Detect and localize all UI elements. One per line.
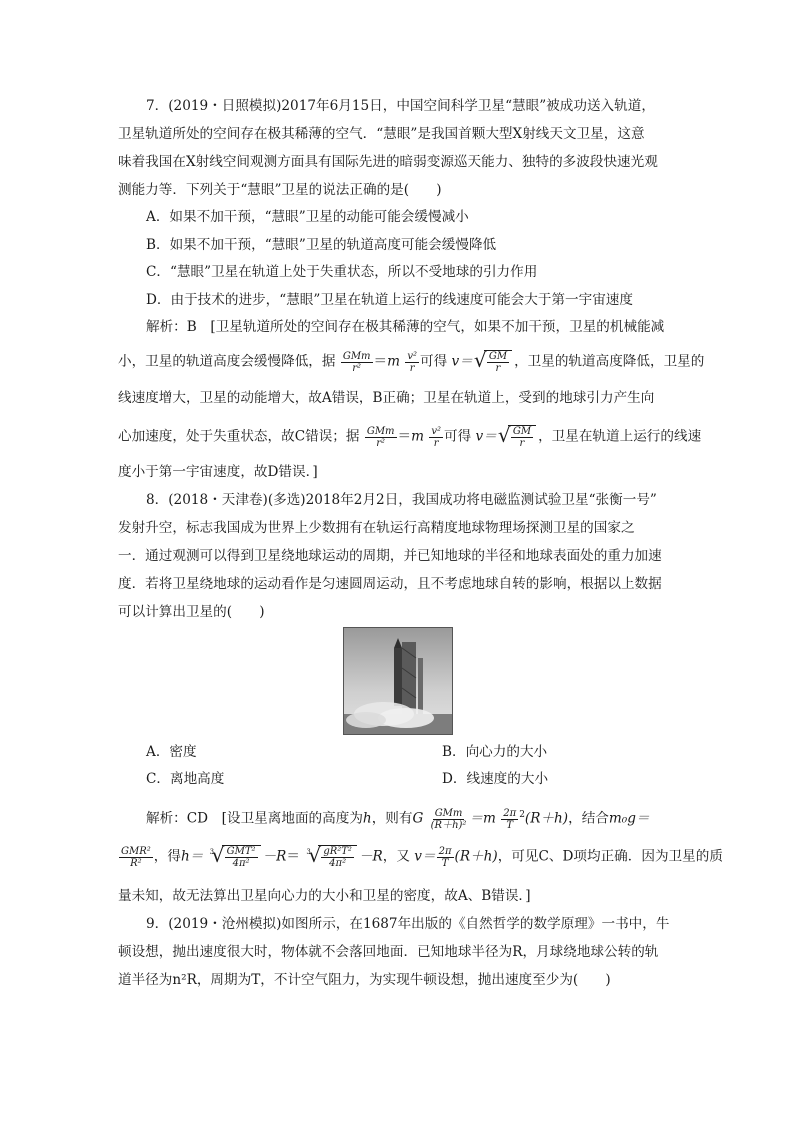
formula-height-cbrt-2: √ 3 $\frac{\text{gR²T²}}{\text{4π²}}$ — [306, 845, 357, 869]
q8-line-5: 可以计算出卫星的( ) — [118, 604, 265, 620]
rocket-launch-photo — [343, 627, 453, 735]
formula-velocity-sqrt: √ $\frac{GM}{r}$ — [475, 350, 512, 374]
q8-line-1: 8．(2018・天津卷)(多选)2018年2月2日，我国成功将电磁监测试验卫星“张衡一号” — [146, 492, 657, 508]
formula-centripetal-fraction: $\frac{\text{v²}}{r}$ — [407, 350, 418, 374]
q7-solution-line-4: 心加速度，处于失重状态，故C错误；据 $\frac{\text{GMm}}{\text{r²}}$ ＝m $\frac{\text{v²}}{r}$ 可得 v＝ √ $\frac{GM}{r}$ ，卫星在轨道上运行的线速 — [118, 425, 701, 449]
formula-gravity-height-fraction: $\frac{\text{GMm}}{\text{(R＋h)²}}$ — [430, 807, 467, 831]
q7-option-d: D．由于技术的进步，“慧眼”卫星在轨道上运行的线速度可能会大于第一宇宙速度 — [146, 292, 633, 308]
q8-option-c: C．离地高度 — [146, 771, 225, 787]
q8-line-3: 一．通过观测可以得到卫星绕地球运动的周期，并已知地球的半径和地球表面处的重力加速 — [118, 548, 662, 564]
formula-height-cbrt: √ 3 $\frac{\text{GMT²}}{\text{4π²}}$ — [210, 845, 261, 869]
formula-velocity-sqrt-2: √ $\frac{GM}{r}$ — [499, 425, 536, 449]
q7-line-3: 味着我国在X射线空间观测方面具有国际先进的暗弱变源巡天能力、独特的多波段快速光观 — [118, 154, 658, 170]
formula-gravity-fraction: $\frac{\text{GMm}}{\text{r²}}$ — [342, 350, 371, 374]
q9-line-3: 道半径为n²R，周期为T，不计空气阻力，为实现牛顿设想，抛出速度至少为( ) — [118, 972, 611, 988]
rocket-launch-image — [344, 628, 452, 734]
q7-option-a: A．如果不加干预，“慧眼”卫星的动能可能会缓慢减小 — [146, 209, 469, 225]
q7-line-2: 卫星轨道所处的空间存在极其稀薄的空气．“慧眼”是我国首颗大型X射线天文卫星，这意 — [118, 126, 645, 142]
q9-line-1: 9．(2019・沧州模拟)如图所示，在1687年出版的《自然哲学的数学原理》一书中，牛 — [146, 916, 670, 932]
q7-option-c: C．“慧眼”卫星在轨道上处于失重状态，所以不受地球的引力作用 — [146, 264, 538, 280]
formula-gm-fraction: $\frac{\text{GMR²}}{\text{R²}}$ — [121, 845, 151, 869]
q8-option-d: D．线速度的大小 — [442, 771, 549, 787]
q7-line-4: 测能力等．下列关于“慧眼”卫星的说法正确的是( ) — [118, 182, 442, 198]
formula-gravity-fraction-2: $\frac{\text{GMm}}{\text{r²}}$ — [366, 425, 395, 449]
q8-solution-line-3: 量未知，故无法算出卫星向心力的大小和卫星的密度，故A、B错误．] — [118, 888, 531, 904]
q8-line-2: 发射升空，标志我国成为世界上少数拥有在轨运行高精度地球物理场探测卫星的国家之 — [118, 520, 635, 536]
q7-line-1: 7．(2019・日照模拟)2017年6月15日，中国空间科学卫星“慧眼”被成功送入轨道， — [146, 98, 655, 114]
formula-centripetal-fraction-2: $\frac{\text{v²}}{r}$ — [431, 425, 442, 449]
formula-linear-velocity-fraction: $\frac{2\pi}{T}$ — [438, 845, 452, 869]
q9-line-2: 顿设想，抛出速度很大时，物体就不会落回地面．已知地球半径为R，月球绕地球公转的轨 — [118, 944, 659, 960]
q7-solution-line-2: 小，卫星的轨道高度会缓慢降低，据 $\frac{\text{GMm}}{\text{r²}}$ ＝m $\frac{\text{v²}}{r}$ 可得 v＝ √ $\frac{GM}{r}$ ，卫星的轨道高度降低，卫星的 — [118, 350, 704, 374]
q8-solution-line-1: 解析：CD [设卫星离地面的高度为h，则有G $\frac{\text{GMm}}{\text{(R＋h)²}}$ ＝m $\frac{2\pi}{T}$ $^2$(R＋h)，结合m₀g＝ — [146, 807, 650, 831]
q8-solution-line-2: $\frac{\text{GMR²}}{\text{R²}}$ ，得h＝ √ 3 $\frac{\text{GMT²}}{\text{4π²}}$ －R＝ √ 3 $\frac{\text{gR²T²}}{\text{4π²}}$ －R，又 v＝ $\frac{2\pi}{T}$ (R＋h)，可见C、D项均正确．因为卫星的质 — [118, 845, 723, 869]
q7-option-b: B．如果不加干预，“慧眼”卫星的轨道高度可能会缓慢降低 — [146, 237, 497, 253]
q8-line-4: 度．若将卫星绕地球的运动看作是匀速圆周运动，且不考虑地球自转的影响，根据以上数据 — [118, 576, 662, 592]
q7-solution-line-1: 解析：B [卫星轨道所处的空间存在极其稀薄的空气，如果不加干预，卫星的机械能减 — [146, 319, 665, 335]
q8-option-b: B．向心力的大小 — [442, 744, 548, 760]
formula-angular-fraction: $\frac{2\pi}{T}$ — [503, 807, 517, 831]
q7-solution-line-5: 度小于第一宇宙速度，故D错误．] — [118, 464, 318, 480]
q8-option-a: A．密度 — [146, 744, 197, 760]
q7-solution-line-3: 线速度增大，卫星的动能增大，故A错误，B正确；卫星在轨道上，受到的地球引力产生向 — [118, 390, 655, 406]
